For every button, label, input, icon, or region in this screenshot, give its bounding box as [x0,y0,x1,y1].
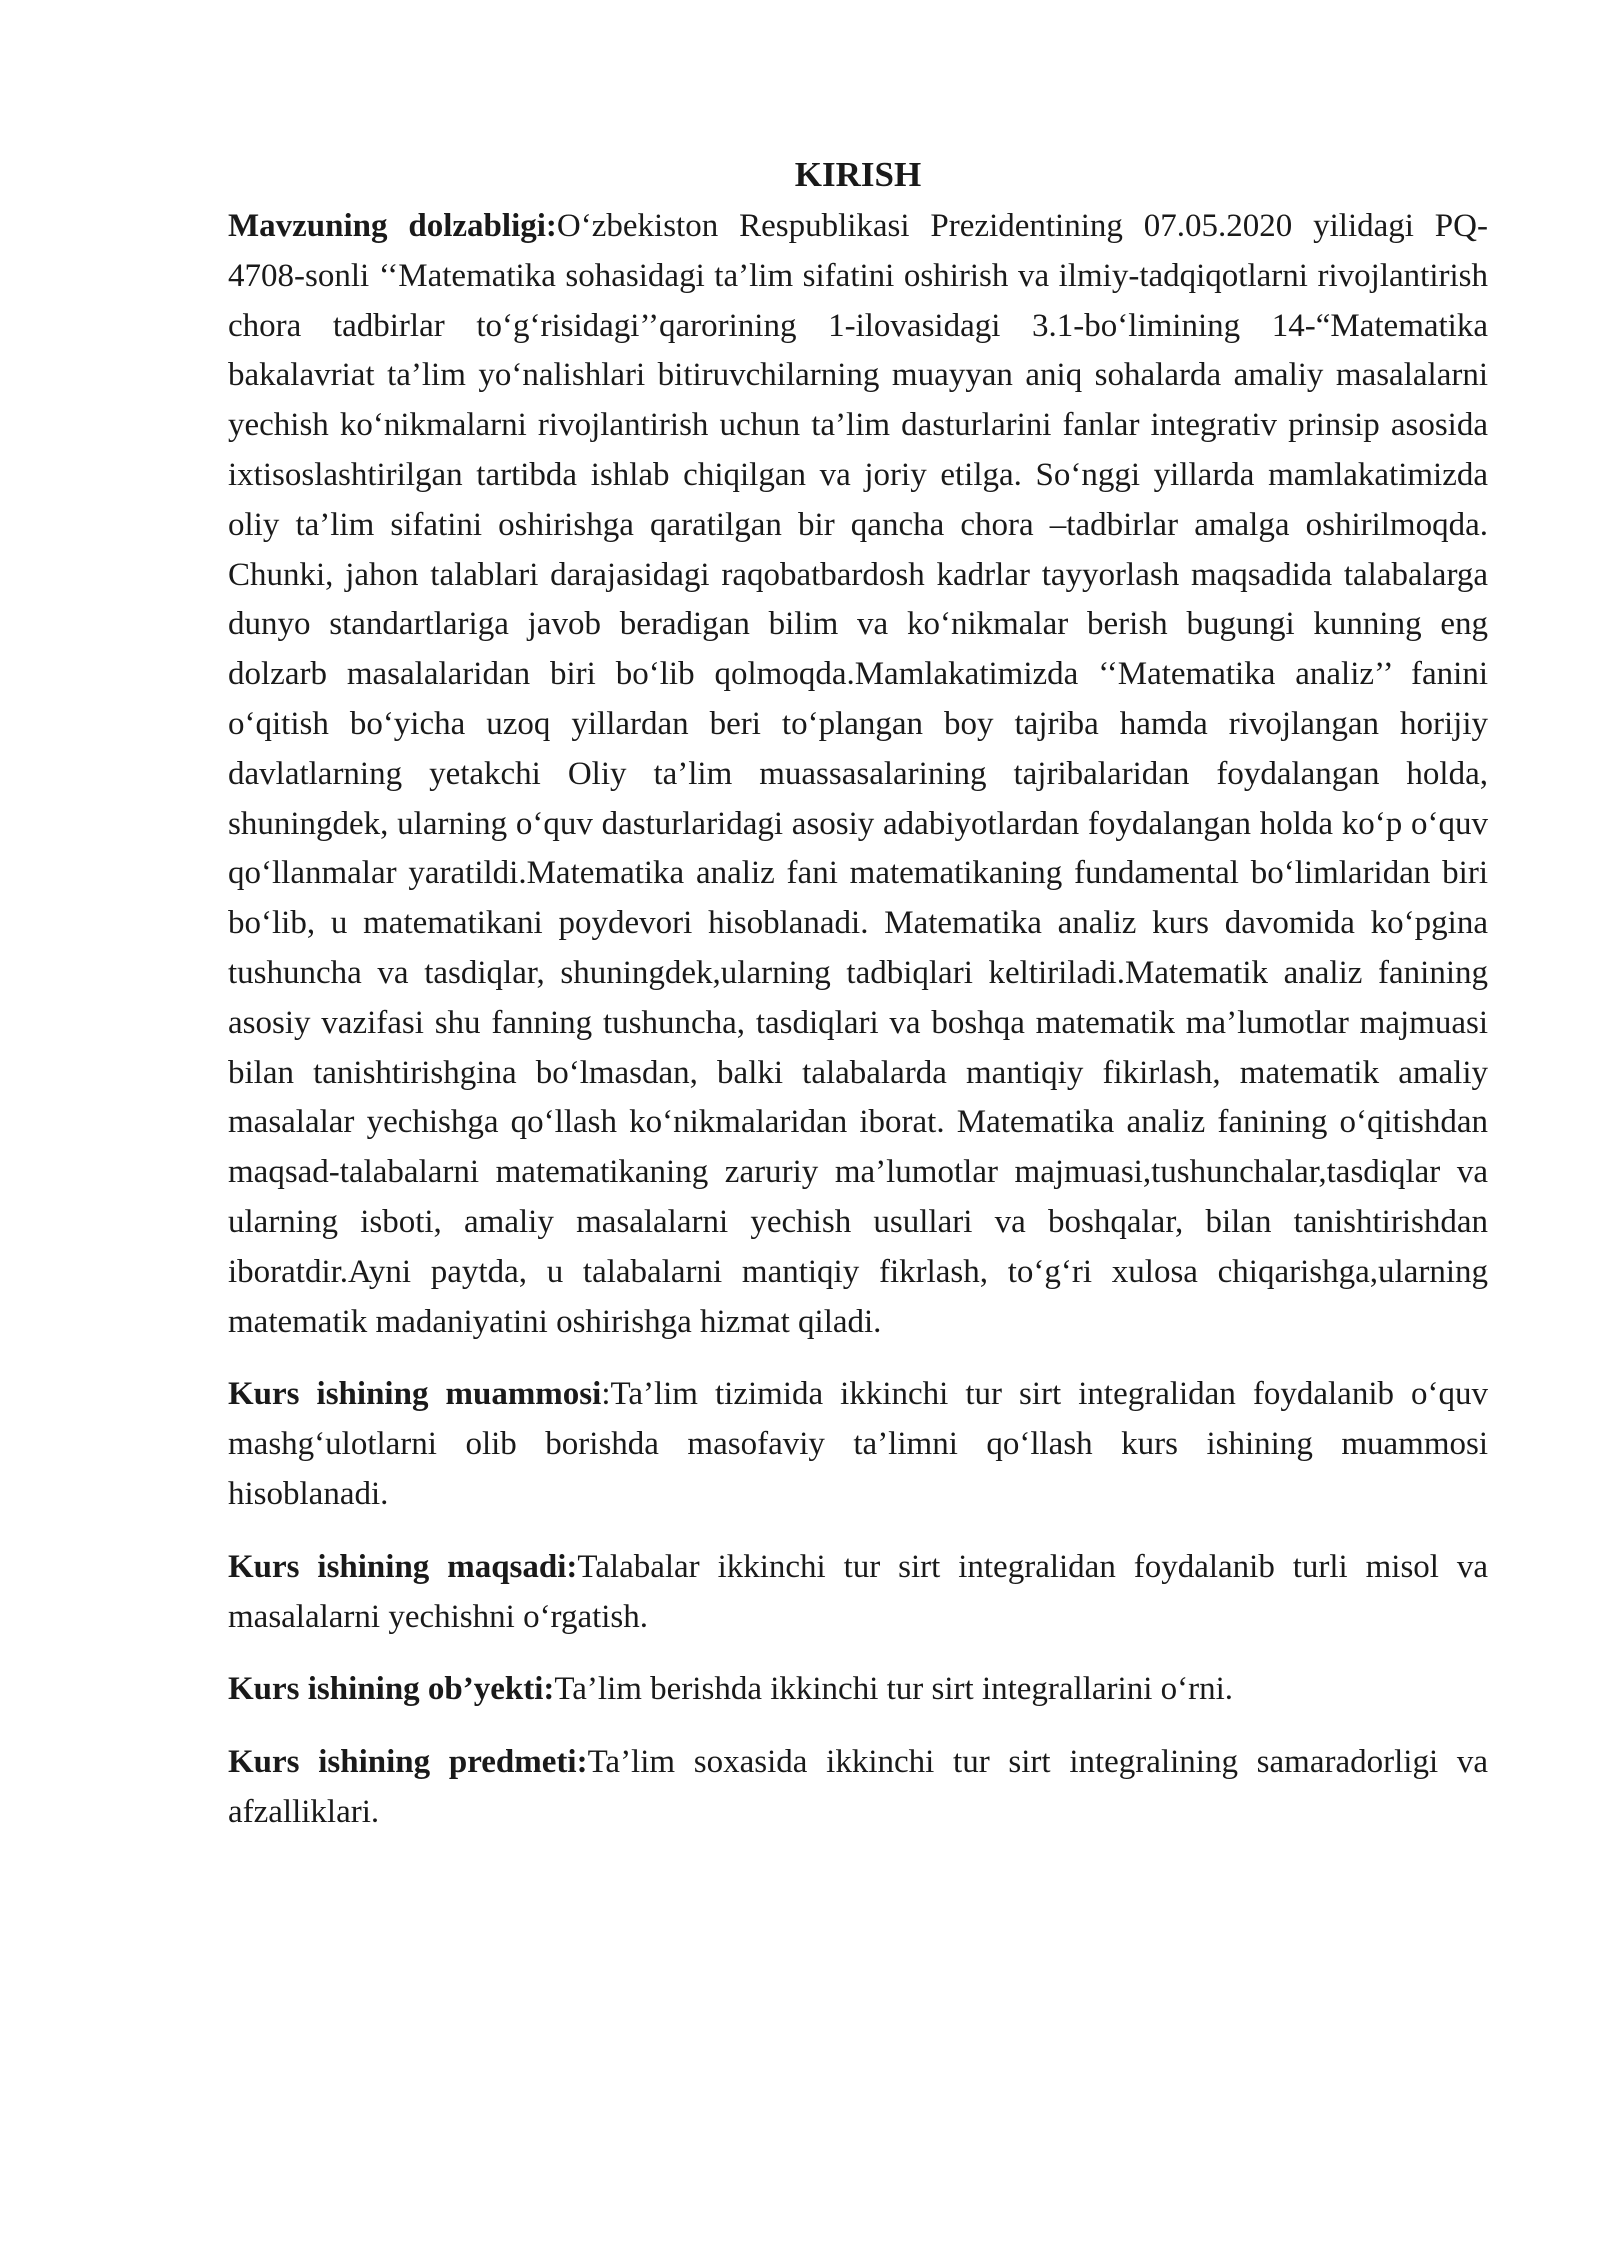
paragraph-problem [228,1370,1488,1519]
paragraph-relevance [228,202,1488,1347]
paragraph-label: Kurs ishining muammosi [228,1376,602,1413]
paragraph-text: Talabalar ikkinchi tur sirt integralidan foydalanib turli misol va masalalarni yechishni o‘rgatish. [228,1548,1488,1635]
paragraph-label: Kurs ishining ob’yekti: [228,1671,555,1708]
paragraph-goal [228,1543,1488,1643]
paragraph-text: Ta’lim berishda ikkinchi tur sirt integrallarini o‘rni. [554,1671,1234,1708]
paragraph-text: O‘zbekiston Respublikasi Prezidentining 07.05.2020 yilidagi PQ-4708-sonli ‘‘Matematika sohasidagi ta’lim sifatini oshirish va ilmiy-tadqiqotlarni rivojlantirish chora tadbirlar to‘g‘risidagi’’qarorining 1-ilovasidagi 3.1-bo‘limining 14-“Matematika bakalavriat ta’lim yo‘nalishlari bitiruvchilarning muayyan aniq sohalarda amaliy masalalarni yechish ko‘nikmalarni rivojlantirish uchun ta’lim dasturlarini fanlar integrativ prinsip asosida ixtisoslashtirilgan tartibda ishlab chiqilgan va joriy etilga. So‘nggi yillarda mamlakatimizda oliy ta’lim sifatini oshirishga qaratilgan bir qancha chora –tadbirlar amalga oshirilmoqda. Chunki, jahon talablari darajasidagi raqobatbardosh kadrlar tayyorlash maqsadida talabalarga dunyo standartlariga javob beradigan bilim va ko‘nikmalar berish bugungi kunning eng dolzarb masalalaridan biri bo‘lib qolmoqda.Mamlakatimizda ‘‘Matematika analiz’’ fanini o‘qitish bo‘yicha uzoq yillardan beri to‘plangan boy tajriba hamda rivojlangan horijiy davlatlarning yetakchi Oliy ta’lim muassasalarining tajribalaridan foydalangan holda, shuningdek, ularning o‘quv dasturlaridagi asosiy adabiyotlardan foydalangan holda ko‘p o‘quv qo‘llanmalar yaratildi.Matematika analiz fani matematikaning fundamental bo‘limlaridan biri bo‘lib, u matematikani poydevori hisoblanadi. Matematika analiz kurs davomida ko‘pgina tushuncha va tasdiqlar, shuningdek,ularning tadbiqlari keltiriladi.Matematik analiz fanining asosiy vazifasi shu fanning tushuncha, tasdiqlari va boshqa matematik ma’lumotlar majmuasi bilan tanishtirishgina bo‘lmasdan, balki talabalarda mantiqiy fikirlash, matematik amaliy masalalar yechishga qo‘llash ko‘nikmalaridan iborat. Matematika analiz fanining o‘qitishdan maqsad-talabalarni matematikaning zaruriy ma’lumotlar majmuasi,tushunchalar,tasdiqlar va ularning isboti, amaliy masalalarni yechish usullari va boshqalar, bilan tanishtirishdan iboratdir.Ayni paytda, u talabalarni mantiqiy fikrlash, to‘g‘ri xulosa chiqarishga,ularning matematik madaniyatini oshirishga hizmat qiladi. [228,208,1488,1340]
paragraph-object [228,1665,1488,1715]
paragraph-label: Kurs ishining predmeti: [228,1744,588,1781]
paragraph-text: Ta’lim soxasida ikkinchi tur sirt integralining samaradorligi va afzalliklari. [228,1744,1488,1830]
paragraph-text: :Ta’lim tizimida ikkinchi tur sirt integralidan foydalanib o‘quv mashg‘ulotlarni olib borishda masofaviy ta’limni qo‘llash kurs ishining muammosi hisoblanadi. [228,1376,1488,1512]
paragraph-label: Mavzuning dolzabligi: [228,208,557,244]
document-page [228,150,1488,1838]
paragraph-subject [228,1738,1488,1838]
paragraph-label: Kurs ishining maqsadi: [228,1548,578,1585]
page-title: KIRISH [794,155,922,194]
